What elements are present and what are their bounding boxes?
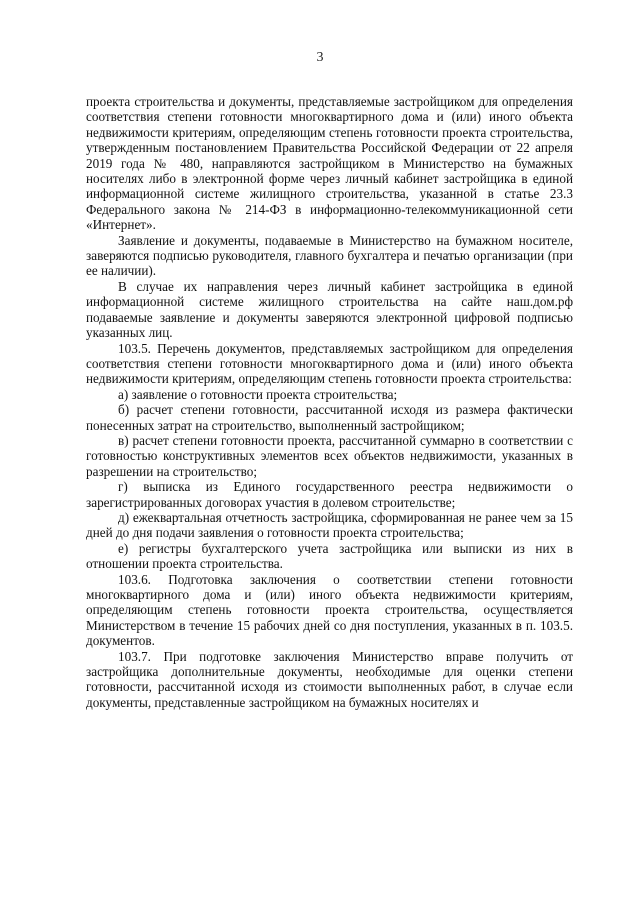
paragraph-103-7: 103.7. При подготовке заключения Министерство вправе получить от застройщика дополнительные документы, необходимые для оценки степени готовности, рассчитанной исходя из стоимости выполненных работ, в случае если документы, представленные застройщиком на бумажных носителях и — [86, 648, 573, 710]
list-item-e: е) регистры бухгалтерского учета застройщика или выписки из них в отношении проекта строительства. — [86, 540, 573, 572]
body-text — [86, 94, 573, 710]
list-item-d: д) ежеквартальная отчетность застройщика, сформированная не ранее чем за 15 дней до дня подачи заявления о готовности проекта строительства; — [86, 509, 573, 541]
paragraph: В случае их направления через личный кабинет застройщика в единой информационной системе жилищного строительства на сайте наш.дом.рф подаваемые заявление и документы заверяются электронной цифровой подписью указанных лиц. — [86, 278, 573, 341]
paragraph: проекта строительства и документы, представляемые застройщиком для определения соответствия степени готовности многоквартирного дома и (или) иного объекта недвижимости критериям, определяющим степень готовности проекта строительства, утвержденным постановлением Правительства Российской Федерации от 22 апреля 2019 года № 480, направляются застройщиком в Министерство на бумажных носителях либо в электронной форме через личный кабинет застройщика в единой информационной системе жилищного строительства, указанной в статье 23.3 Федерального закона № 214-ФЗ в информационно-телекоммуникационной сети «Интернет». — [86, 94, 573, 233]
list-item-a: а) заявление о готовности проекта строительства; — [118, 386, 398, 402]
page-number: 3 — [316, 50, 324, 65]
paragraph: Заявление и документы, подаваемые в Министерство на бумажном носителе, заверяются подписью руководителя, главного бухгалтера и печатью организации (при ее наличии). — [86, 232, 573, 279]
paragraph-103-5: 103.5. Перечень документов, представляемых застройщиком для определения соответствия степени готовности многоквартирного дома и (или) иного объекта недвижимости критериям, определяющим степень готовности проекта строительства: — [86, 340, 573, 387]
list-item-v: в) расчет степени готовности проекта, рассчитанной суммарно в соответствии с готовностью конструктивных элементов всех объектов недвижимости, указанных в разрешении на строительство; — [86, 432, 573, 479]
paragraph-103-6: 103.6. Подготовка заключения о соответствии степени готовности многоквартирного дома и (или) иного объекта недвижимости критериям, определяющим степень готовности проекта строительства, осуществляется Министерством в течение 15 рабочих дней со дня поступления, указанных в п. 103.5. документов. — [86, 571, 573, 649]
list-item-g: г) выписка из Единого государственного реестра недвижимости о зарегистрированных договорах участия в долевом строительстве; — [86, 479, 573, 510]
list-item-b: б) расчет степени готовности, рассчитанной исходя из размера фактически понесенных затрат на строительство, выполненный застройщиком; — [86, 402, 573, 433]
